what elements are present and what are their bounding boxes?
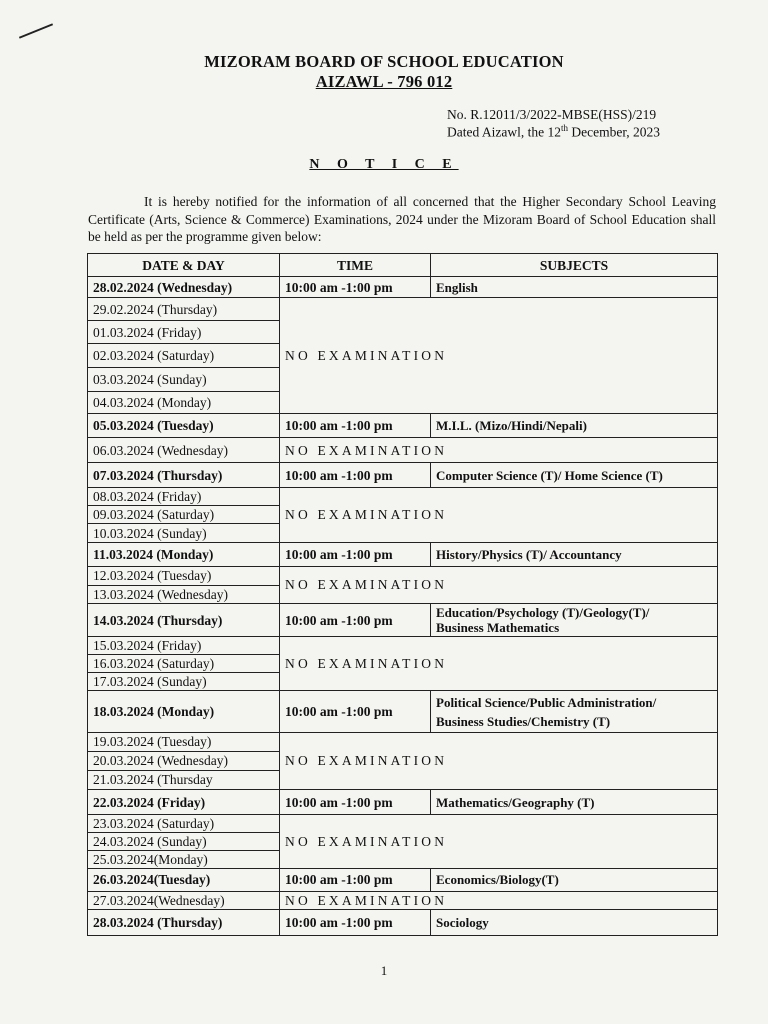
time-cell: 10:00 am -1:00 pm <box>280 691 431 732</box>
no-examination-cell: NO EXAMINATION <box>280 732 718 789</box>
date-cell: 05.03.2024 (Tuesday) <box>88 413 280 437</box>
time-cell: 10:00 am -1:00 pm <box>280 909 431 935</box>
time-cell: 10:00 am -1:00 pm <box>280 603 431 636</box>
date-cell: 27.03.2024(Wednesday) <box>88 891 280 909</box>
time-cell: 10:00 am -1:00 pm <box>280 869 431 891</box>
date-cell: 10.03.2024 (Sunday) <box>88 524 280 542</box>
subject-cell: History/Physics (T)/ Accountancy <box>431 542 718 566</box>
pen-stroke-mark <box>19 23 53 38</box>
date-cell: 19.03.2024 (Tuesday) <box>88 732 280 751</box>
notice-date <box>447 123 660 141</box>
table-row <box>88 463 718 488</box>
subject-cell: Economics/Biology(T) <box>431 869 718 891</box>
date-cell: 18.03.2024 (Monday) <box>88 691 280 732</box>
date-superscript: th <box>560 123 568 133</box>
date-cell: 21.03.2024 (Thursday <box>88 770 280 789</box>
date-cell: 15.03.2024 (Friday) <box>88 637 280 655</box>
table-row <box>88 691 718 732</box>
table-row <box>88 815 718 833</box>
subject-line: Business Mathematics <box>436 620 560 636</box>
time-cell: 10:00 am -1:00 pm <box>280 789 431 814</box>
header-date: DATE & DAY <box>88 254 280 277</box>
date-cell: 16.03.2024 (Saturday) <box>88 655 280 673</box>
date-cell: 22.03.2024 (Friday) <box>88 789 280 814</box>
subject-line: Business Studies/Chemistry (T) <box>436 713 611 729</box>
reference-number: No. R.12011/3/2022-MBSE(HSS)/219 <box>447 107 657 122</box>
subject-cell: Computer Science (T)/ Home Science (T) <box>431 463 718 488</box>
subject-cell <box>431 691 718 732</box>
header-subjects: SUBJECTS <box>431 254 718 277</box>
table-row <box>88 891 718 909</box>
table-row <box>88 566 718 585</box>
date-cell: 02.03.2024 (Saturday) <box>88 344 280 367</box>
subject-line: Education/Psychology (T)/Geology(T)/ <box>436 605 650 621</box>
table-row <box>88 277 718 298</box>
no-examination-cell: NO EXAMINATION <box>280 637 718 691</box>
no-examination-cell: NO EXAMINATION <box>280 891 718 909</box>
notice-title: N O T I C E <box>309 157 459 172</box>
table-row <box>88 542 718 566</box>
date-cell: 28.02.2024 (Wednesday) <box>88 277 280 298</box>
date-prefix: Dated Aizawl, the 12 <box>447 124 561 140</box>
date-cell: 09.03.2024 (Saturday) <box>88 506 280 524</box>
date-cell: 23.03.2024 (Saturday) <box>88 815 280 833</box>
date-cell: 26.03.2024(Tuesday) <box>88 869 280 891</box>
time-cell: 10:00 am -1:00 pm <box>280 463 431 488</box>
subject-cell: M.I.L. (Mizo/Hindi/Nepali) <box>431 413 718 437</box>
intro-paragraph: It is hereby notified for the information of all concerned that the Higher Secondary School Leaving Certificate (Arts, Science & Commerce) Examinations, 2024 under the Mizoram Board of School Education shall be held as per the programme given below: <box>88 194 716 244</box>
date-cell: 07.03.2024 (Thursday) <box>88 463 280 488</box>
time-cell: 10:00 am -1:00 pm <box>280 413 431 437</box>
subject-cell: Mathematics/Geography (T) <box>431 789 718 814</box>
header-time: TIME <box>280 254 431 277</box>
date-cell: 24.03.2024 (Sunday) <box>88 833 280 851</box>
time-cell: 10:00 am -1:00 pm <box>280 542 431 566</box>
date-cell: 08.03.2024 (Friday) <box>88 488 280 506</box>
no-examination-cell: NO EXAMINATION <box>280 438 718 463</box>
table-row <box>88 869 718 891</box>
table-header-row <box>88 254 718 277</box>
time-cell: 10:00 am -1:00 pm <box>280 277 431 298</box>
date-cell: 25.03.2024(Monday) <box>88 851 280 869</box>
no-examination-cell: NO EXAMINATION <box>280 298 718 414</box>
date-cell: 28.03.2024 (Thursday) <box>88 909 280 935</box>
exam-schedule-table <box>87 253 718 936</box>
date-cell: 06.03.2024 (Wednesday) <box>88 438 280 463</box>
board-name: MIZORAM BOARD OF SCHOOL EDUCATION <box>204 52 564 71</box>
date-cell: 04.03.2024 (Monday) <box>88 391 280 413</box>
no-examination-cell: NO EXAMINATION <box>280 815 718 869</box>
date-cell: 14.03.2024 (Thursday) <box>88 603 280 636</box>
no-examination-cell: NO EXAMINATION <box>280 566 718 603</box>
date-suffix: December, 2023 <box>567 124 661 140</box>
table-row <box>88 413 718 437</box>
date-cell: 20.03.2024 (Wednesday) <box>88 751 280 770</box>
subject-line: Political Science/Public Administration/ <box>436 694 657 710</box>
board-address: AIZAWL - 796 012 <box>315 72 453 91</box>
table-row <box>88 789 718 814</box>
date-cell: 13.03.2024 (Wednesday) <box>88 585 280 603</box>
page-number: 1 <box>380 963 388 978</box>
subject-cell: Sociology <box>431 909 718 935</box>
date-cell: 12.03.2024 (Tuesday) <box>88 566 280 585</box>
table-row <box>88 438 718 463</box>
table-row <box>88 909 718 935</box>
subject-cell: English <box>431 277 718 298</box>
no-examination-cell: NO EXAMINATION <box>280 488 718 542</box>
table-row <box>88 488 718 506</box>
table-row <box>88 732 718 751</box>
table-row <box>88 637 718 655</box>
date-cell: 29.02.2024 (Thursday) <box>88 298 280 321</box>
date-cell: 03.03.2024 (Sunday) <box>88 367 280 391</box>
date-cell: 01.03.2024 (Friday) <box>88 321 280 344</box>
table-row <box>88 298 718 321</box>
date-cell: 17.03.2024 (Sunday) <box>88 673 280 691</box>
subject-cell <box>431 603 718 636</box>
date-cell: 11.03.2024 (Monday) <box>88 542 280 566</box>
table-row <box>88 603 718 636</box>
